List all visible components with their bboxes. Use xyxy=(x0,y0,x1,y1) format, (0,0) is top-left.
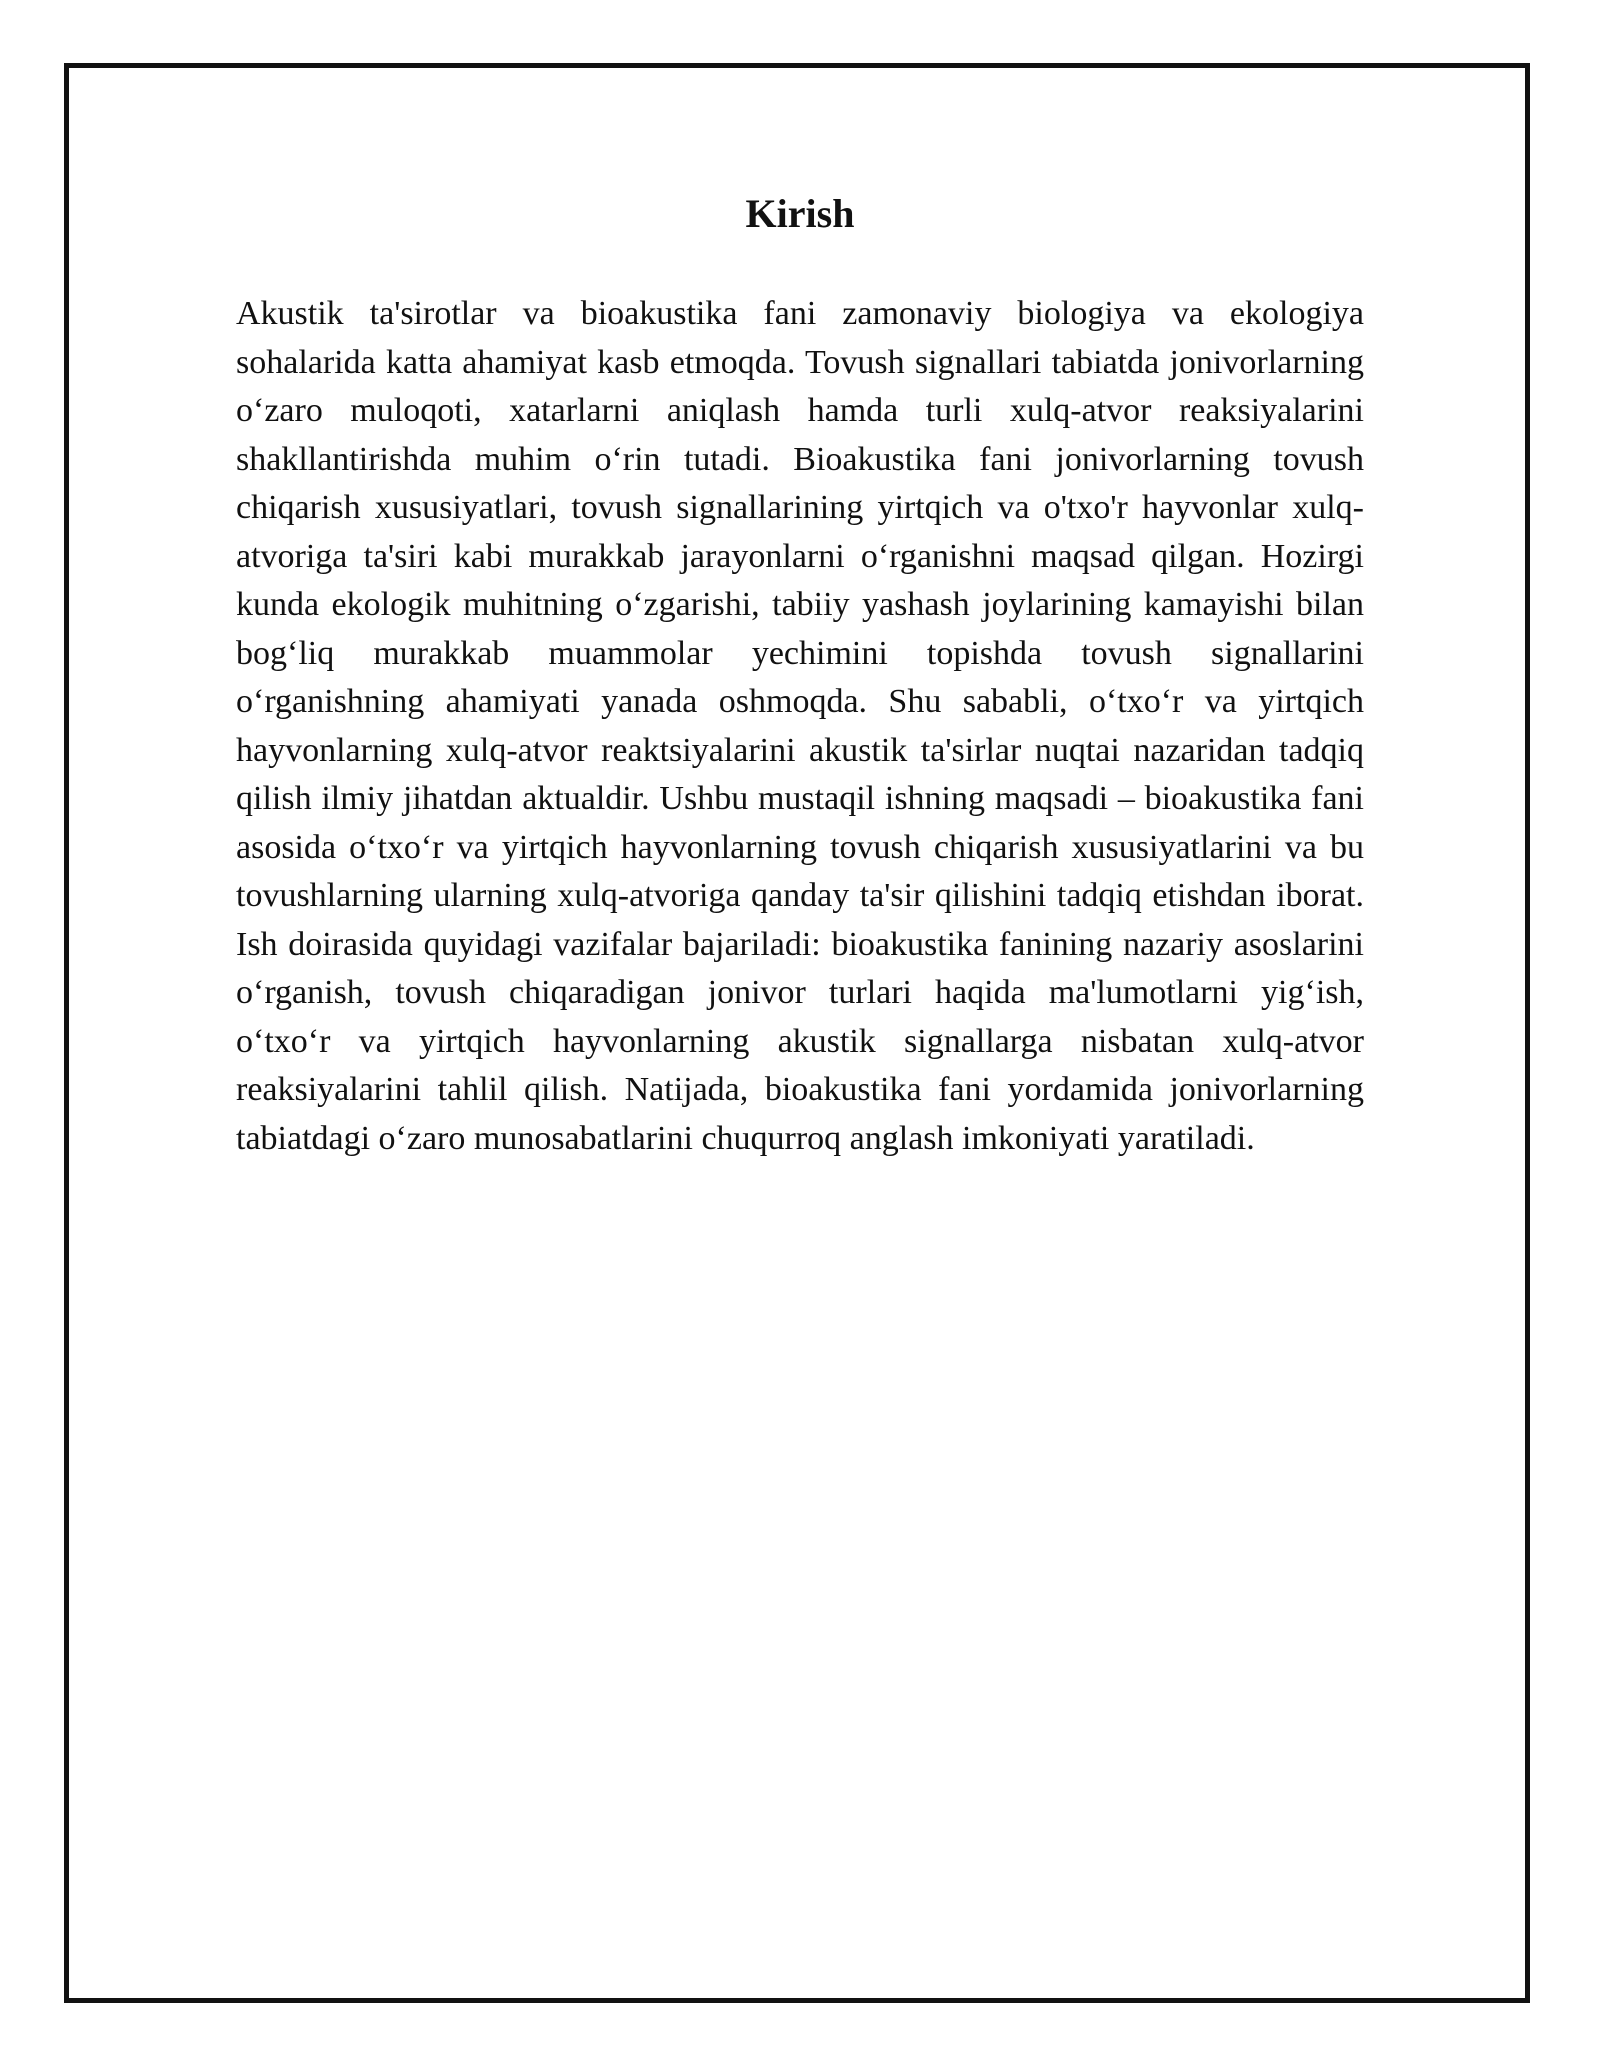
page-title: Kirish xyxy=(745,191,855,236)
body-paragraph: Akustik ta'sirotlar va bioakustika fani zamonaviy biologiya va ekologiya sohalarida katta ahamiyat kasb etmoqda. Tovush signallari tabiatda jonivorlarning o‘zaro muloqoti, xatarlarni aniqlash hamda turli xulq-atvor reaksiyalarini shakllantirishda muhim o‘rin tutadi. Bioakustika fani jonivorlarning tovush chiqarish xususiyatlari, tovush signallarining yirtqich va o'txo'r hayvonlar xulq-atvoriga ta'siri kabi murakkab jarayonlarni o‘rganishni maqsad qilgan. Hozirgi kunda ekologik muhitning o‘zgarishi, tabiiy yashash joylarining kamayishi bilan bog‘liq murakkab muammolar yechimini topishda tovush signallarini o‘rganishning ahamiyati yanada oshmoqda. Shu sababli, o‘txo‘r va yirtqich hayvonlarning xulq-atvor reaktsiyalarini akustik ta'sirlar nuqtai nazaridan tadqiq qilish ilmiy jihatdan aktualdir. Ushbu mustaqil ishning maqsadi – bioakustika fani asosida o‘txo‘r va yirtqich hayvonlarning tovush chiqarish xususiyatlarini va bu tovushlarning ularning xulq-atvoriga qanday ta'sir qilishini tadqiq etishdan iborat. Ish doirasida quyidagi vazifalar bajariladi: bioakustika fanining nazariy asoslarini o‘rganish, tovush chiqaradigan jonivor turlari haqida ma'lumotlarni yig‘ish, o‘txo‘r va yirtqich hayvonlarning akustik signallarga nisbatan xulq-atvor reaksiyalarini tahlil qilish. Natijada, bioakustika fani yordamida jonivorlarning tabiatdagi o‘zaro munosabatlarini chuqurroq anglash imkoniyati yaratiladi. xyxy=(236,295,1364,1157)
